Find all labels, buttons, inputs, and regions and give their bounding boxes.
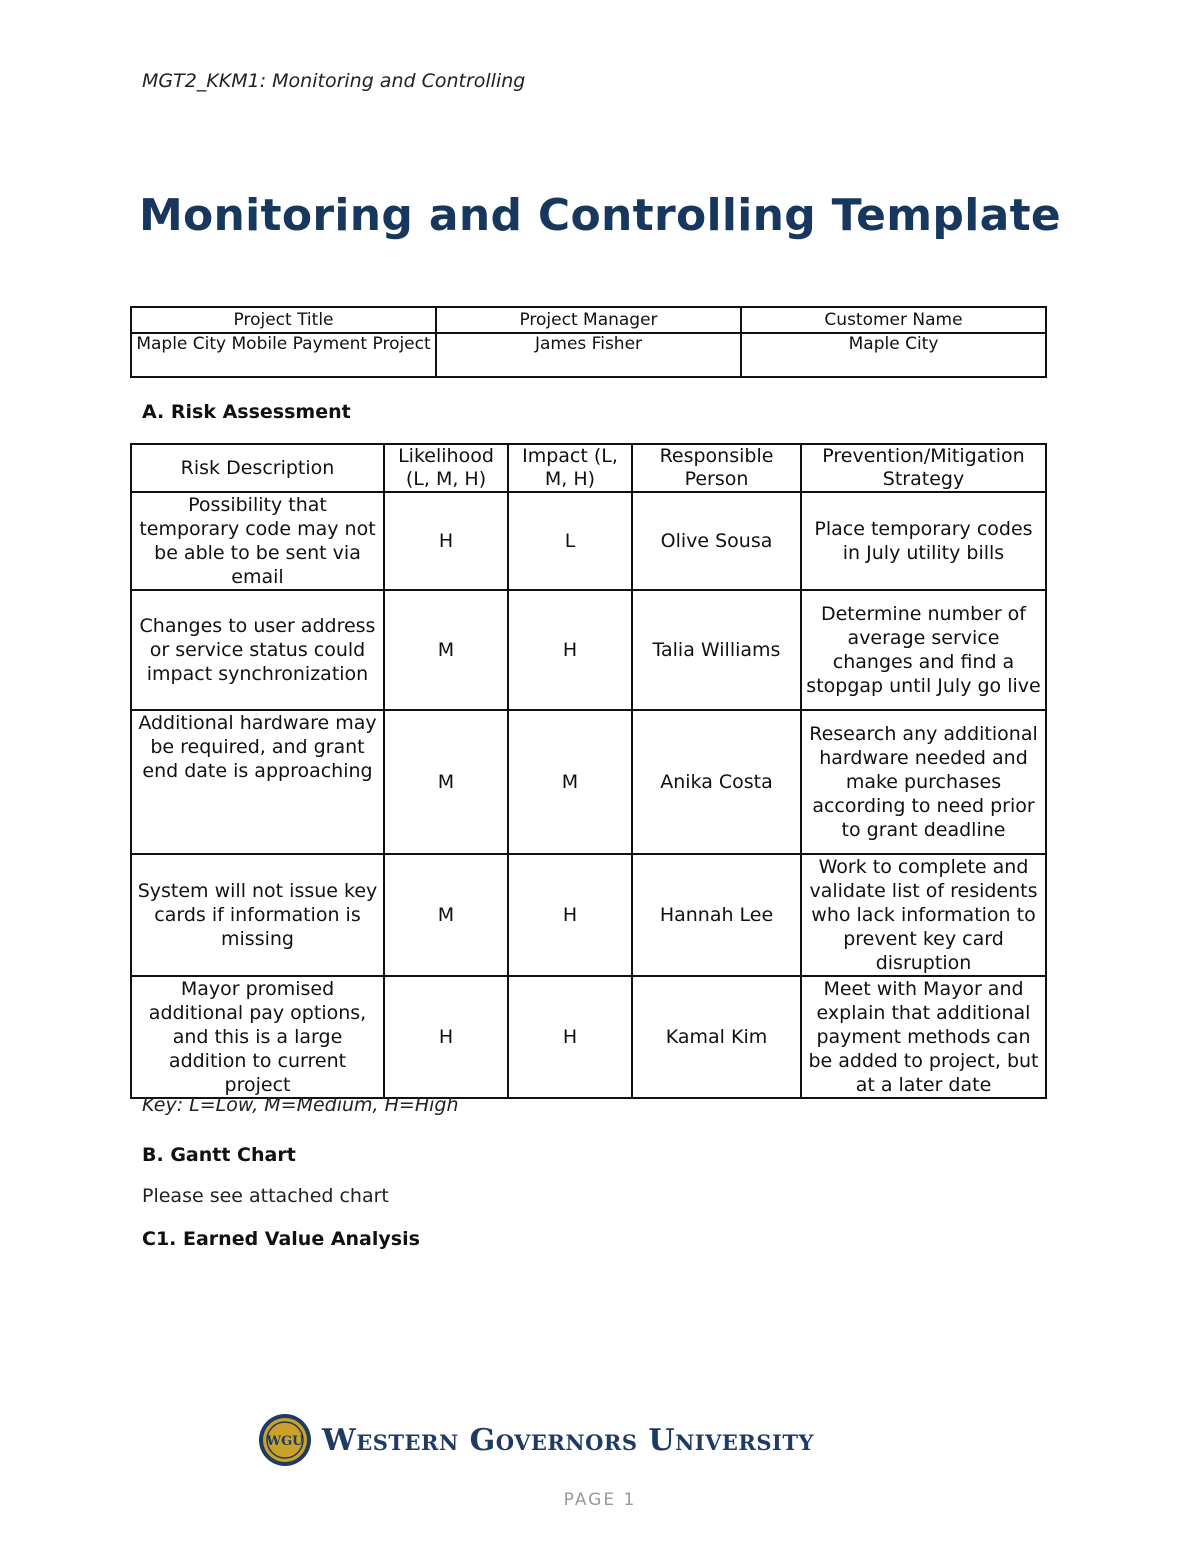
project-info-table xyxy=(130,306,1047,378)
header-impact: Impact (L, M, H) xyxy=(508,444,632,492)
section-earned-value: C1. Earned Value Analysis xyxy=(142,1228,420,1250)
mitigation-cell: Research any additional hardware needed and make purchases according to need prior to grant deadline xyxy=(801,710,1046,854)
project-title-value: Maple City Mobile Payment Project xyxy=(131,333,436,377)
page-title: Monitoring and Controlling Template xyxy=(138,190,1062,241)
header-responsible-person: Responsible Person xyxy=(632,444,801,492)
table-row xyxy=(131,976,1046,1098)
project-manager-value: James Fisher xyxy=(436,333,741,377)
risk-description-cell: Possibility that temporary code may not be able to be sent via email xyxy=(131,492,384,590)
university-seal-icon xyxy=(258,1413,312,1467)
table-row xyxy=(131,590,1046,710)
table-row xyxy=(131,492,1046,590)
impact-cell: H xyxy=(508,854,632,976)
header-customer-name: Customer Name xyxy=(741,307,1046,333)
risk-description-cell: System will not issue key cards if information is missing xyxy=(131,854,384,976)
customer-name-value: Maple City xyxy=(741,333,1046,377)
impact-cell: L xyxy=(508,492,632,590)
responsible-person-cell: Hannah Lee xyxy=(632,854,801,976)
page-number: PAGE 1 xyxy=(563,1490,637,1510)
section-gantt-chart: B. Gantt Chart xyxy=(142,1144,296,1166)
section-risk-assessment: A. Risk Assessment xyxy=(142,401,351,423)
table-header-row xyxy=(131,307,1046,333)
impact-cell: H xyxy=(508,590,632,710)
mitigation-cell: Meet with Mayor and explain that additional payment methods can be added to project, but at a later date xyxy=(801,976,1046,1098)
likelihood-cell: H xyxy=(384,492,508,590)
table-row xyxy=(131,333,1046,377)
header-likelihood: Likelihood (L, M, H) xyxy=(384,444,508,492)
likelihood-cell: H xyxy=(384,976,508,1098)
header-project-title: Project Title xyxy=(131,307,436,333)
university-name: Western Governors University xyxy=(322,1422,814,1458)
responsible-person-cell: Kamal Kim xyxy=(632,976,801,1098)
gantt-note: Please see attached chart xyxy=(142,1185,389,1207)
header-mitigation: Prevention/Mitigation Strategy xyxy=(801,444,1046,492)
risk-description-cell: Additional hardware may be required, and grant end date is approaching xyxy=(131,710,384,854)
running-header: MGT2_KKM1: Monitoring and Controlling xyxy=(142,70,526,92)
responsible-person-cell: Anika Costa xyxy=(632,710,801,854)
likelihood-cell: M xyxy=(384,590,508,710)
mitigation-cell: Work to complete and validate list of residents who lack information to prevent key card disruption xyxy=(801,854,1046,976)
header-risk-description: Risk Description xyxy=(131,444,384,492)
impact-cell: H xyxy=(508,976,632,1098)
seal-text: WGU xyxy=(266,1434,304,1449)
table-row xyxy=(131,854,1046,976)
responsible-person-cell: Olive Sousa xyxy=(632,492,801,590)
mitigation-cell: Place temporary codes in July utility bills xyxy=(801,492,1046,590)
likelihood-cell: M xyxy=(384,854,508,976)
risk-key: Key: L=Low, M=Medium, H=High xyxy=(142,1094,459,1116)
impact-cell: M xyxy=(508,710,632,854)
responsible-person-cell: Talia Williams xyxy=(632,590,801,710)
table-row xyxy=(131,710,1046,854)
likelihood-cell: M xyxy=(384,710,508,854)
mitigation-cell: Determine number of average service changes and find a stopgap until July go live xyxy=(801,590,1046,710)
header-project-manager: Project Manager xyxy=(436,307,741,333)
university-logo xyxy=(258,1412,908,1468)
risk-table xyxy=(130,443,1047,1099)
risk-description-cell: Changes to user address or service status could impact synchronization xyxy=(131,590,384,710)
risk-description-cell: Mayor promised additional pay options, and this is a large addition to current project xyxy=(131,976,384,1098)
table-header-row xyxy=(131,444,1046,492)
